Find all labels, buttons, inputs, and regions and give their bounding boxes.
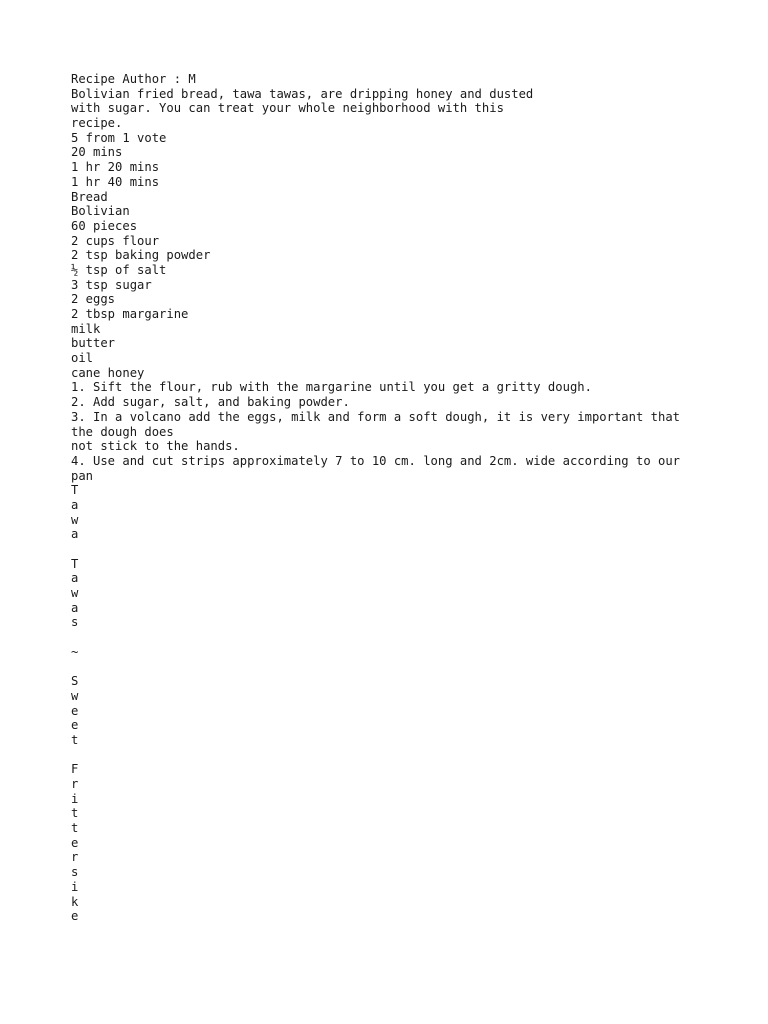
vertical-char: w	[71, 688, 79, 703]
ingredient-item: 3 tsp sugar	[71, 277, 152, 292]
recipe-document	[71, 72, 751, 924]
vertical-char: e	[71, 909, 79, 924]
vertical-char: t	[71, 806, 79, 821]
vertical-char: t	[71, 732, 79, 747]
vertical-char: e	[71, 835, 79, 850]
vertical-title-text	[71, 483, 751, 924]
vertical-char: s	[71, 615, 79, 630]
vertical-char: k	[71, 894, 79, 909]
instruction-line: 4. Use and cut strips approximately 7 to 10 cm. long and 2cm. wide according to our	[71, 453, 681, 468]
ingredient-item: ½ tsp of salt	[71, 262, 167, 277]
vertical-char: r	[71, 777, 79, 791]
ingredient-item: milk	[71, 321, 101, 336]
course: Bread	[71, 189, 108, 204]
prep-time: 20 mins	[71, 145, 123, 160]
cuisine: Bolivian	[71, 204, 130, 219]
ingredient-item: 2 cups flour	[71, 233, 160, 248]
vertical-char: s	[71, 865, 79, 880]
instruction-line: pan	[71, 468, 94, 483]
ingredient-item: 2 tsp baking powder	[71, 248, 211, 263]
vertical-char: F	[71, 762, 79, 777]
blank-line	[71, 630, 751, 645]
vertical-char: w	[71, 512, 79, 527]
vertical-char: a	[71, 600, 79, 615]
ingredient-item: 2 tbsp margarine	[71, 307, 189, 321]
ingredients-list	[71, 234, 751, 381]
instructions-list	[71, 380, 751, 483]
ingredient-item: cane honey	[71, 365, 145, 380]
ingredient-item: oil	[71, 351, 94, 366]
author-line: Recipe Author : M	[71, 72, 196, 86]
ingredient-item: butter	[71, 336, 116, 351]
instruction-line: 2. Add sugar, salt, and baking powder.	[71, 395, 350, 410]
vertical-char: e	[71, 718, 79, 733]
cook-time: 1 hr 20 mins	[71, 160, 160, 175]
total-time: 1 hr 40 mins	[71, 174, 160, 189]
vertical-char: e	[71, 703, 79, 718]
vertical-char: r	[71, 850, 79, 865]
vertical-char: a	[71, 497, 79, 512]
description-line: Bolivian fried bread, tawa tawas, are dripping honey and dusted	[71, 86, 534, 101]
vertical-char: a	[71, 527, 79, 542]
instruction-line: 1. Sift the flour, rub with the margarine until you get a gritty dough.	[71, 380, 592, 395]
vertical-char: i	[71, 879, 79, 894]
description-line: with sugar. You can treat your whole neighborhood with this	[71, 101, 504, 116]
blank-line	[71, 748, 751, 763]
ingredient-item: 2 eggs	[71, 292, 116, 307]
blank-line	[71, 660, 751, 675]
vertical-char: a	[71, 571, 79, 586]
vertical-char: t	[71, 821, 79, 836]
instruction-line: not stick to the hands.	[71, 439, 240, 454]
servings: 60 pieces	[71, 218, 138, 233]
vertical-char: i	[71, 791, 79, 806]
instruction-line: 3. In a volcano add the eggs, milk and form a soft dough, it is very important that	[71, 409, 681, 424]
instruction-line: the dough does	[71, 424, 174, 439]
blank-line	[71, 542, 751, 557]
rating: 5 from 1 vote	[71, 130, 167, 145]
vertical-char: w	[71, 586, 79, 601]
description-line: recipe.	[71, 116, 123, 131]
vertical-char: ~	[71, 644, 79, 659]
vertical-char: S	[71, 674, 79, 689]
vertical-char: T	[71, 556, 79, 571]
vertical-char: T	[71, 483, 79, 498]
